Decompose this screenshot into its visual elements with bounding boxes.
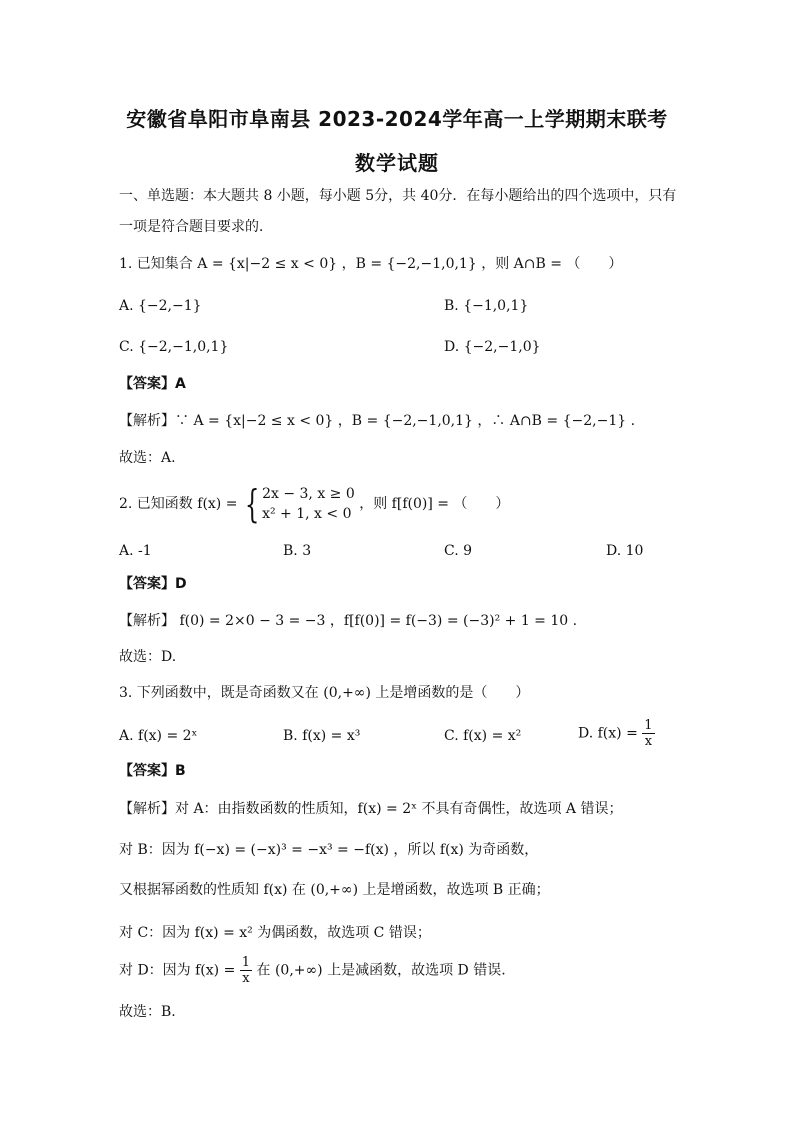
q3-analysis-d-fraction	[240, 955, 252, 986]
q2-stem-suffix: ，则 f[f(0)] = （ ）	[359, 496, 510, 512]
q2-case-1: 2x − 3, x ≥ 0	[262, 486, 355, 502]
q1-stem: 1. 已知集合 A = {x|−2 ≤ x < 0} ，B = {−2,−1,0,1} ，则 A∩B = （ ）	[119, 256, 623, 272]
q3-option-b: B. f(x) = x³	[283, 728, 361, 744]
q2-conclusion: 故选：D.	[119, 649, 177, 665]
q1-option-d: D. {−2,−1,0}	[444, 339, 541, 355]
q2-answer: 【答案】D	[119, 576, 187, 592]
q3-option-d-fraction	[642, 718, 654, 749]
section-intro-line2: 一项是符合题目要求的．	[119, 219, 273, 235]
q1-option-b: B. {−1,0,1}	[444, 298, 529, 314]
q3-option-d	[578, 718, 655, 749]
q1-option-a: A. {−2,−1}	[119, 298, 202, 314]
q3-analysis-c: 对 C：因为 f(x) = x² 为偶函数，故选项 C 错误；	[119, 925, 431, 941]
q2-option-a: A. -1	[119, 543, 152, 559]
q3-conclusion: 故选：B.	[119, 1004, 176, 1020]
q3-option-a: A. f(x) = 2ˣ	[119, 728, 198, 744]
q3-analysis-d	[119, 955, 506, 986]
q2-stem	[119, 484, 509, 524]
q1-analysis: 【解析】∵ A = {x|−2 ≤ x < 0} ，B = {−2,−1,0,1} ，∴ A∩B = {−2,−1} .	[119, 413, 636, 429]
q2-option-b: B. 3	[283, 543, 312, 559]
q3-option-c: C. f(x) = x²	[444, 728, 522, 744]
document-title: 安徽省阜阳市阜南县 2023-2024学年高一上学期期末联考	[126, 107, 668, 131]
document-subtitle: 数学试题	[355, 151, 439, 175]
q3-answer: 【答案】B	[119, 763, 186, 779]
q3-analysis-a: 【解析】对 A：由指数函数的性质知，f(x) = 2ˣ 不具有奇偶性，故选项 A 错误；	[119, 801, 623, 817]
q2-option-c: C. 9	[444, 543, 473, 559]
q1-answer: 【答案】A	[119, 376, 186, 392]
fraction-numerator: 1	[644, 718, 653, 733]
q2-piecewise	[242, 484, 355, 524]
q3-analysis-d-suffix: 在 (0,+∞) 上是减函数，故选项 D 错误.	[256, 962, 506, 979]
q3-option-d-prefix: D. f(x) =	[578, 725, 638, 742]
q3-analysis-b2: 又根据幂函数的性质知 f(x) 在 (0,+∞) 上是增函数，故选项 B 正确；	[119, 882, 550, 898]
q2-stem-prefix: 2. 已知函数 f(x) =	[119, 496, 238, 512]
q3-analysis-d-prefix: 对 D：因为 f(x) =	[119, 962, 236, 979]
q2-analysis: 【解析】 f(0) = 2×0 − 3 = −3 ，f[f(0)] = f(−3) = (−3)² + 1 = 10 .	[119, 613, 578, 629]
fraction-denominator: x	[644, 734, 653, 749]
fraction-denominator: x	[242, 971, 250, 986]
q3-stem: 3. 下列函数中，既是奇函数又在 (0,+∞) 上是增函数的是（ ）	[119, 685, 530, 701]
q3-analysis-b1: 对 B：因为 f(−x) = (−x)³ = −x³ = −f(x) ，所以 f(x) 为奇函数，	[119, 842, 539, 858]
q2-option-d: D. 10	[606, 543, 644, 559]
section-intro-line1: 一、单选题：本大题共 8 小题，每小题 5分，共 40分．在每小题给出的四个选项中，只有	[119, 188, 677, 204]
q1-option-c: C. {−2,−1,0,1}	[119, 339, 229, 355]
q2-case-2: x² + 1, x < 0	[262, 506, 352, 522]
fraction-numerator: 1	[241, 955, 251, 970]
left-brace-icon: {	[244, 482, 260, 526]
q1-conclusion: 故选：A.	[119, 450, 176, 466]
